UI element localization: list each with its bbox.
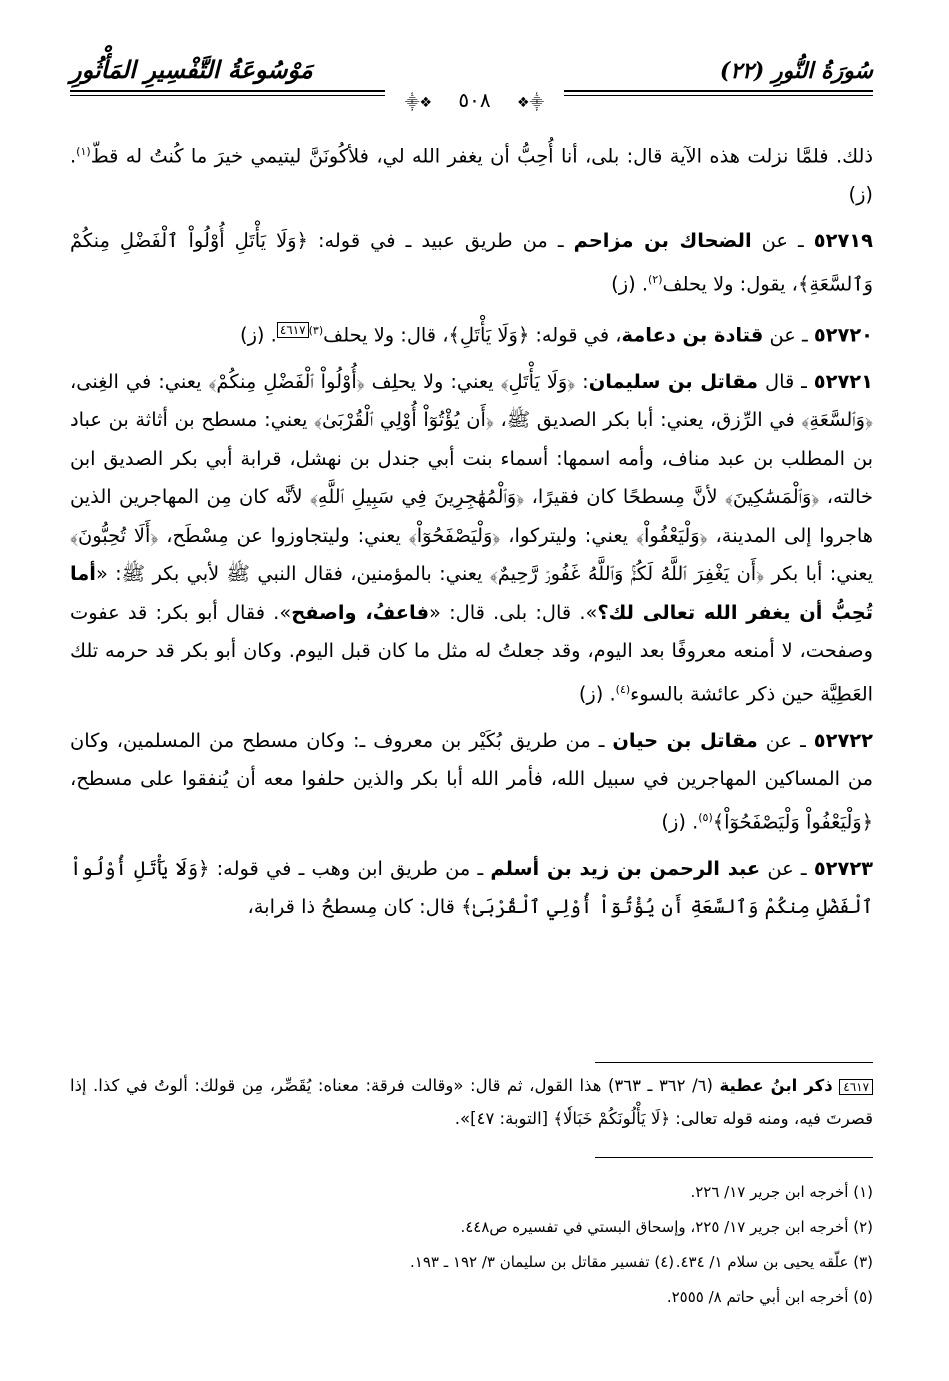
paragraph: ٥٢٧٢٢ ـ عن مقاتل بن حيان ـ من طريق بُكَيْر بن معروف ـ: وكان مسطح من المسلمين، وكان من المساكين المهاجرين في سبيل الله، فأمر الله أبا بكر والذين حلفوا معه أن يُنفقوا على مسطح، ﴿وَلْيَعْفُواْ وَلْيَصْفَحُوٓاْ﴾$^{(٥)}$. (ز) <box>70 728 873 834</box>
paragraph: ٥٢٧١٩ ـ عن الضحاك بن مزاحم ـ من طريق عبيد ـ في قوله: ﴿وَلَا يَأْتَلِ أُوْلُواْ ٱلْفَضْلِ مِنكُمْ وَٱلسَّعَةِ﴾، يقول: ولا يحلف$^{(٢)}$. (ز) <box>70 229 873 296</box>
narrator-name: الضحاك بن مزاحم <box>573 229 752 253</box>
footnote-ref: (١) <box>76 145 91 158</box>
paragraph: ٥٢٧٢٣ ـ عن عبد الرحمن بن زيد بن أسلم ـ من طريق ابن وهب ـ في قوله: ﴿وَلَا يَأْتَلِ أُوْلُواْ ٱلْفَضْلِ مِنكُمْ وَٱلسَّعَةِ أَن يُؤْتُوٓاْ أُوْلِي ٱلْقُرْبَىٰ﴾ قال: كان مِسطحُ ذا قرابة، <box>70 856 873 919</box>
hadith-bold: أما تُحِبُّ أن يغفر الله تعالى لك؟ <box>70 562 873 624</box>
hadith-bold: فاعفُ، واصفح <box>291 600 430 624</box>
paragraph: ٥٢٧٢١ ـ قال مقاتل بن سليمان: ﴿وَلَا يَأْتَلِ﴾ يعني: ولا يحلِف ﴿أُوْلُواْ ٱلْفَضْلِ مِنكُمْ﴾ يعني: في الغِنى، ﴿وَٱلسَّعَةِ﴾ في الرِّزق، يعني: أبا بكر الصديق ﷺ، ﴿أَن يُؤْتُوٓاْ أُوْلِي ٱلْقُرْبَىٰ﴾ يعني: مسطح بن أثاثة بن عباد بن المطلب بن عبد مناف، وأمه اسمها: أسماء بنت أبي جندل بن نهشل، قرابة أبي بكر الصديق ابن خالته، ﴿وَٱلْمَسَٰكِينَ﴾ لأنَّ مِسطحًا كان فقيرًا، ﴿وَٱلْمُهَٰجِرِينَ فِي سَبِيلِ ٱللَّهِ﴾ لأنَّه كان مِن المهاجرين الذين هاجروا إلى المدينة، ﴿وَلْيَعْفُواْ﴾ يعني: وليتركوا، ﴿وَلْيَصْفَحُوٓاْ﴾ يعني: وليتجاوزوا عن مِسْطَح، ﴿أَلَا تُحِبُّونَ﴾ يعني: أبا بكر ﴿أَن يَغْفِرَ ٱللَّهُ لَكُمْۚ وَٱللَّهُ غَفُورٞ رَّحِيمٌ﴾ يعني: بالمؤمنين، فقال النبي ﷺ لأبي بكر ﷺ: «أما تُحِبُّ أن يغفر الله تعالى لك؟». قال: بلى. قال: «فاعفُ، واصفح». فقال أبو بكر: قد عفوت وصفحت، لا أمنعه معروفًا بعد اليوم، وقد جعلتُ له مثل ما كان قبل اليوم. وكان أبو بكر قد حرمه تلك العَطِيَّة حين ذكر عائشة بالسوء$^{(٤)}$. (ز) <box>70 369 873 706</box>
quran-quote: ﴿وَلْيَعْفُواْ وَلْيَصْفَحُوٓاْ﴾ <box>712 810 873 834</box>
footnote-ref: (٥) <box>698 810 713 824</box>
footnote: (٣) علّقه يحيى بن سلام ١/ ٤٣٤. <box>675 1253 873 1271</box>
narration-number: ٥٢٧١٩ <box>813 229 873 253</box>
quran-quote: ﴿وَلَا يَأْتَلِ أُوْلُواْ ٱلْفَضْلِ مِنكُمْ وَٱلسَّعَةِ أَن يُؤْتُوٓاْ أُوْلِي ٱلْقُرْبَىٰ﴾ <box>70 856 873 919</box>
footnote-separator <box>595 1157 873 1158</box>
narration-number: ٥٢٧٢٠ <box>813 323 873 347</box>
narrator-name: قتادة بن دعامة <box>621 323 764 347</box>
paragraph: ٥٢٧٢٠ ـ عن قتادة بن دعامة، في قوله: ﴿وَلَا يَأْتَلِ﴾، قال: ولا يحلف$^{(٣)٤٦١٧}$. (ز) <box>240 322 873 347</box>
narrator-name: مقاتل بن سليمان <box>588 369 759 393</box>
note-separator <box>595 1062 873 1063</box>
note-ref-box: ٤٦١٧ <box>839 1079 873 1095</box>
quran-quote: ﴿وَلَا يَأْتَلِ أُوْلُواْ ٱلْفَضْلِ مِنكُمْ وَٱلسَّعَةِ﴾ <box>70 229 873 296</box>
footnote-ref: (٤) <box>615 682 631 696</box>
footnote: (٥) أخرجه ابن أبي حاتم ٨/ ٢٥٥٥. <box>666 1288 873 1306</box>
page-number: ⸎❖ ٥٠٨ ❖⸎ <box>0 88 949 112</box>
quran-quote: ﴿وَلَا يَأْتَلِ﴾ <box>448 323 530 347</box>
footnote: (٢) أخرجه ابن جرير ١٧/ ٢٢٥، وإسحاق البستي في تفسيره ص٤٤٨. <box>460 1218 873 1236</box>
narrator-name: مقاتل بن حيان <box>612 728 758 752</box>
editor-note: ٤٦١٧ ذكر ابنُ عطية (٦/ ٣٦٢ ـ ٣٦٣) هذا القول، ثم قال: «وقالت فرقة: معناه: يُقَصِّر، مِن قولك: ألوتُ في كذا. إذا قصرتَ فيه، ومنه قوله تعالى: ﴿لَا يَأْلُونَكُمْ خَبَالٗا﴾ [التوبة: ٤٧]». <box>70 1076 873 1128</box>
ornament-icon: ❖⸎ <box>507 95 554 111</box>
paragraph: ذلك. فلمَّا نزلت هذه الآية قال: بلى، أنا أُحِبُّ أن يغفر الله لي، فلأكُونَنَّ ليتيمي خيرَ ما كُنتُ له قطّ$^{(١)}$. (ز) <box>70 144 873 206</box>
footnote-ref: (٢) <box>648 272 663 286</box>
note-ref-box: ٤٦١٧ <box>277 322 309 338</box>
narrator-name: عبد الرحمن بن زيد بن أسلم <box>490 856 761 880</box>
footnote: (٤) تفسير مقاتل بن سليمان ٣/ ١٩٢ ـ ١٩٣. <box>410 1253 675 1271</box>
main-text <box>70 133 873 935</box>
narration-number: ٥٢٧٢١ <box>813 369 873 393</box>
narration-number: ٥٢٧٢٢ <box>813 728 873 752</box>
narration-number: ٥٢٧٢٣ <box>813 856 873 880</box>
book-title-header: مَوْسُوعَةُ التَّفْسِيرِ المَأْثُورِ <box>70 55 313 84</box>
ornament-icon: ⸎❖ <box>395 95 442 111</box>
footnote: (١) أخرجه ابن جرير ١٧/ ٢٢٦. <box>690 1183 873 1201</box>
footnote-ref: (٣) <box>308 323 324 337</box>
surah-header: سُورَةُ النُّورِ (٢٢) <box>719 58 873 84</box>
